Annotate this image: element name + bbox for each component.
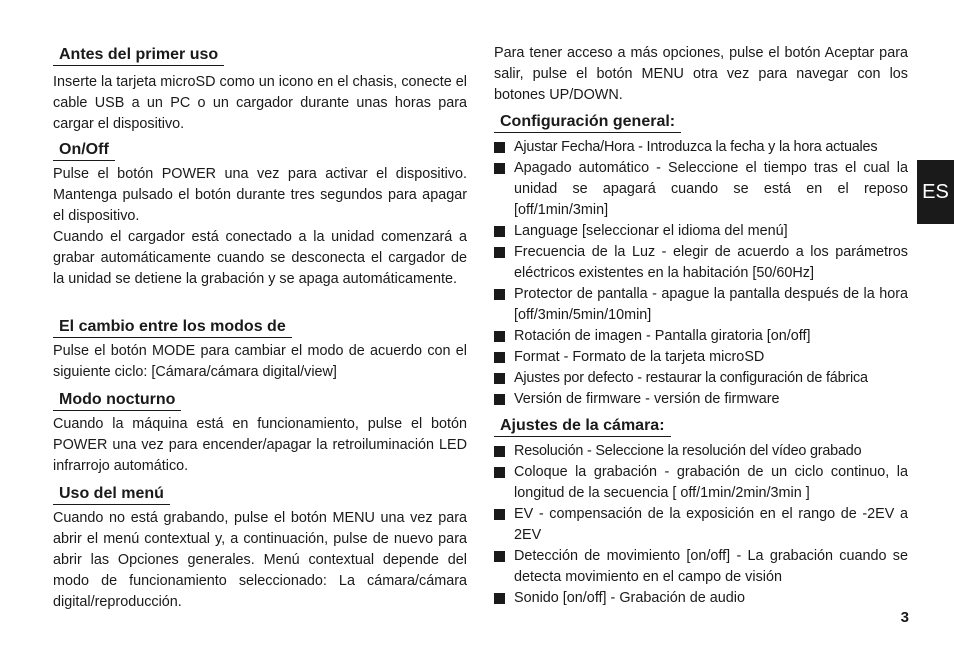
list-item: Rotación de imagen - Pantalla giratoria [on/off] xyxy=(494,326,908,347)
heading-modo-nocturno: Modo nocturno xyxy=(53,390,181,411)
square-bullet-icon xyxy=(494,163,505,174)
heading-ajustes-camara: Ajustes de la cámara: xyxy=(494,416,671,437)
square-bullet-icon xyxy=(494,247,505,258)
list-item: Ajustar Fecha/Hora - Introduzca la fecha y la hora actuales xyxy=(494,137,908,158)
heading-configuracion-general: Configuración general: xyxy=(494,112,681,133)
square-bullet-icon xyxy=(494,352,505,363)
square-bullet-icon xyxy=(494,551,505,562)
paragraph-on-off-2: Cuando el cargador está conectado a la unidad comenzará a grabar automáticamente cuando se desconecta el cargador de la unidad se detiene la grabación y se apaga automáticamente. xyxy=(53,229,467,287)
list-item: Detección de movimiento [on/off] - La grabación cuando se detecta movimiento en el campo de visión xyxy=(494,546,908,588)
heading-antes-del-primer-uso: Antes del primer uso xyxy=(53,45,224,66)
paragraph-intro-opciones: Para tener acceso a más opciones, pulse el botón Aceptar para salir, pulse el botón MENU otra vez para navegar con los botones UP/DOWN. xyxy=(494,45,908,103)
list-item: Apagado automático - Seleccione el tiempo tras el cual la unidad se apagará cuando se está en el reposo [off/1min/3min] xyxy=(494,158,908,221)
square-bullet-icon xyxy=(494,593,505,604)
paragraph-uso-del-menu: Cuando no está grabando, pulse el botón MENU una vez para abrir el menú contextual y, a continuación, pulse de nuevo para abrir las Opciones generales. Menú contextual depende del modo de funcionamiento seleccionado: La cámara/cámara digital/reproducción. xyxy=(53,510,467,610)
paragraph-antes-del-primer-uso: Inserte la tarjeta microSD como un icono en el chasis, conecte el cable USB a un PC o un cargador durante unas horas para cargar el dispositivo. xyxy=(53,74,467,132)
list-ajustes-camara xyxy=(494,441,908,609)
square-bullet-icon xyxy=(494,289,505,300)
list-item: Format - Formato de la tarjeta microSD xyxy=(494,347,908,368)
list-item: Ajustes por defecto - restaurar la configuración de fábrica xyxy=(494,368,908,389)
language-tab: ES xyxy=(917,160,954,224)
square-bullet-icon xyxy=(494,394,505,405)
list-item: Resolución - Seleccione la resolución del vídeo grabado xyxy=(494,441,908,462)
paragraph-modo-nocturno: Cuando la máquina está en funcionamiento, pulse el botón POWER una vez para encender/apagar la retroiluminación LED infrarrojo automático. xyxy=(53,416,467,474)
square-bullet-icon xyxy=(494,446,505,457)
paragraph-cambio-modos: Pulse el botón MODE para cambiar el modo de acuerdo con el siguiente ciclo: [Cámara/cámara digital/view] xyxy=(53,343,467,380)
square-bullet-icon xyxy=(494,142,505,153)
list-item: Sonido [on/off] - Grabación de audio xyxy=(494,588,908,609)
list-item: Language [seleccionar el idioma del menú] xyxy=(494,221,908,242)
heading-uso-del-menu: Uso del menú xyxy=(53,484,170,505)
heading-on-off: On/Off xyxy=(53,140,115,161)
paragraph-on-off-1: Pulse el botón POWER una vez para activar el dispositivo. Mantenga pulsado el botón durante tres segundos para apagar el dispositivo. xyxy=(53,166,467,224)
square-bullet-icon xyxy=(494,331,505,342)
list-item: EV - compensación de la exposición en el rango de -2EV a 2EV xyxy=(494,504,908,546)
heading-cambio-modos: El cambio entre los modos de xyxy=(53,317,292,338)
square-bullet-icon xyxy=(494,509,505,520)
square-bullet-icon xyxy=(494,373,505,384)
list-configuracion-general xyxy=(494,137,908,410)
square-bullet-icon xyxy=(494,226,505,237)
list-item: Coloque la grabación - grabación de un ciclo continuo, la longitud de la secuencia [ off/1min/2min/3min ] xyxy=(494,462,908,504)
square-bullet-icon xyxy=(494,467,505,478)
page-number: 3 xyxy=(900,609,909,626)
list-item: Frecuencia de la Luz - elegir de acuerdo a los parámetros eléctricos existentes en la habitación [50/60Hz] xyxy=(494,242,908,284)
list-item: Versión de firmware - versión de firmware xyxy=(494,389,908,410)
list-item: Protector de pantalla - apague la pantalla después de la hora [off/3min/5min/10min] xyxy=(494,284,908,326)
